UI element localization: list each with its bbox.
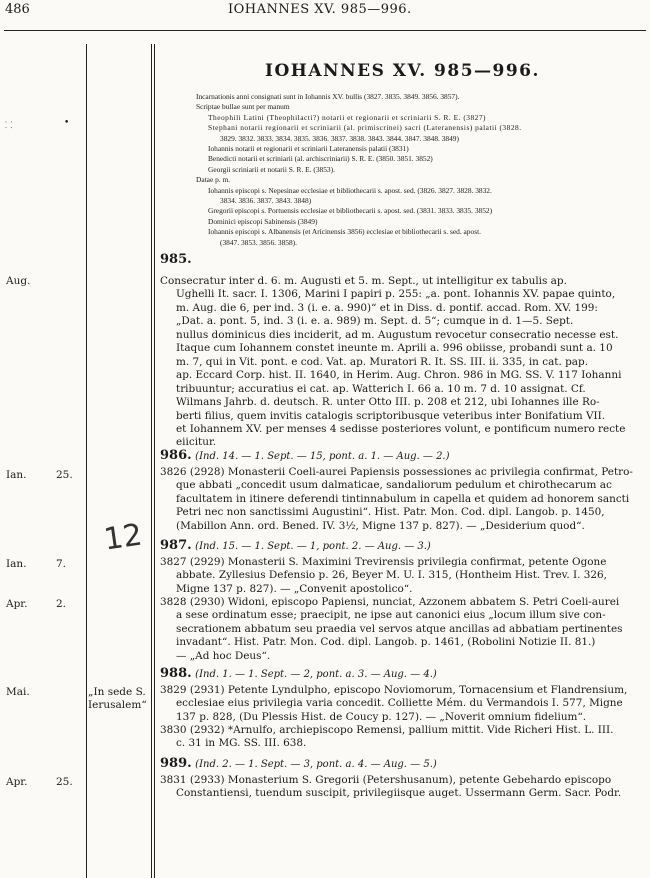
margin-month: Ian. <box>6 558 27 570</box>
chancery-line: Theophili Latini (Theophilacti?) notarii et regionarii et scriniarii S. R. E. (3827) <box>208 112 487 122</box>
chancery-line: Iohannis episcopi s. Nepesinae ecclesiae et bibliothecarii s. apost. sed. (3826. 3827. 3828. 3832. <box>208 185 492 195</box>
place-note <box>88 686 148 712</box>
running-title: IOHANNES XV. 985—996. <box>228 2 412 17</box>
margin-month: Apr. <box>6 776 28 788</box>
chancery-line: Georgii scriniarii et notarii S. R. E. (3853). <box>208 164 335 174</box>
text-line: Ughelli It. sacr. I. 1306, Marini I papiri p. 255: „a. pont. Iohannis XV. papae quinto, <box>176 288 616 301</box>
margin-month: Aug. <box>6 275 31 287</box>
text-line: 3828 (2930) Widoni, episcopo Papiensi, nunciat, Azzonem abbatem S. Petri Coeli-aurei <box>160 596 620 608</box>
year-heading-985: 985. <box>160 252 192 267</box>
text-line: secrationem abbatum seu praedia vel servos atque ancillas ad abbatiam pertinentes <box>176 622 623 635</box>
year-meta: (Ind. 14. — 1. Sept. — 15, pont. a. 1. — Aug. — 2.) <box>195 451 450 462</box>
column-rule-right-inner <box>154 44 155 878</box>
chancery-line: Datae p. m. <box>196 175 231 185</box>
margin-date <box>6 598 66 610</box>
year-number: 989. <box>160 756 192 771</box>
regest-3828 <box>160 596 646 663</box>
text-line: 3826 (2928) Monasterii Coeli-aurei Papiensis possessiones ac privilegia confirmat, Petro- <box>160 466 633 478</box>
chancery-line: (3847. 3853. 3856. 3858). <box>220 237 297 247</box>
chancery-line: 3829. 3832. 3833. 3834. 3835. 3836. 3837. 3838. 3843. 3844. 3847. 3848. 3849) <box>220 133 459 143</box>
margin-date <box>6 686 56 698</box>
text-line: 3830 (2932) *Arnulfo, archiepiscopo Remensi, pallium mittit. Vide Richeri Hist. L. III. <box>160 724 614 736</box>
text-line: Itaque cum Iohannem constet ineunte m. Aprili a. 996 obiisse, probandi sunt a. 10 <box>176 342 613 355</box>
text-line: ecclesiae eius privilegia varia concedit. Colliette Mém. du Vermandois I. 577, Migne <box>176 697 623 710</box>
text-line: invadant“. Hist. Patr. Mon. Cod. dipl. Langob. p. 1461, (Robolini Notizie II. 81.) <box>176 636 596 649</box>
text-line: abbate. Zyllesius Defensio p. 26, Beyer M. U. I. 315, (Hontheim Hist. Trev. I. 326, <box>176 569 607 582</box>
chancery-line: Iohannis notarii et regionarii et scriniarii Lateranensis palatii (3831) <box>208 144 409 154</box>
margin-date <box>6 275 56 287</box>
margin-date <box>6 558 66 570</box>
year-heading-989 <box>160 756 437 771</box>
year-985-text <box>160 275 646 450</box>
text-line: 137 p. 828, (Du Plessis Hist. de Coucy p. 127). — „Noverit omnium fidelium“. <box>176 710 587 723</box>
regest-3829 <box>160 684 646 724</box>
chancery-line: Scriptae bullae sunt per manum <box>196 102 290 112</box>
margin-day: 25. <box>56 776 73 788</box>
page-title: IOHANNES XV. 985—996. <box>265 61 540 81</box>
year-meta: (Ind. 15. — 1. Sept. — 1, pont. 2. — Aug. — 3.) <box>195 541 431 552</box>
text-line: nullus dominicus dies inciderit, ad m. Augustum revocetur consecratio necesse est. <box>176 328 619 341</box>
column-rule-left <box>86 44 87 878</box>
margin-month: Mai. <box>6 686 30 698</box>
text-line: m. Aug. die 6, per ind. 3 (i. e. a. 990)“ et in Diss. d. pontif. accad. Rom. XV. 199: <box>176 301 598 314</box>
regest-3831 <box>160 774 646 801</box>
margin-date <box>6 776 73 788</box>
regest-3830 <box>160 724 646 751</box>
regest-3827 <box>160 556 646 596</box>
margin-month: Apr. <box>6 598 28 610</box>
text-line: 3827 (2929) Monasterii S. Maximini Trevirensis privilegia confirmat, petente Ogone <box>160 556 607 568</box>
chancery-line: Incarnationis anni consignati sunt in Iohannis XV. bullis (3827. 3835. 3849. 3856. 3857). <box>196 92 460 101</box>
margin-day: 7. <box>56 558 67 570</box>
year-meta: (Ind. 2. — 1. Sept. — 3, pont. a. 4. — Aug. — 5.) <box>195 759 437 770</box>
text-line: que abbati „concedit usum dalmaticae, sandaliorum pedulum et chirothecarum ac <box>176 479 612 492</box>
year-number: 986. <box>160 448 192 463</box>
text-line: tribuuntur; accuratius ei cat. ap. Watterich I. 66 a. 10 m. 7 d. 10 assignat. Cf. <box>176 382 586 395</box>
handwritten-annotation: 12 <box>101 517 145 558</box>
text-line: Wilmans Jahrb. d. deutsch. R. unter Otto III. p. 208 et 212, ubi Iohannes ille Ro- <box>176 396 600 409</box>
year-number: 988. <box>160 666 192 681</box>
text-line: 3831 (2933) Monasterium S. Gregorii (Petershusanum), petente Gebehardo episcopo <box>160 774 612 786</box>
text-line: m. 7, qui in Vit. pont. e cod. Vat. ap. Muratori R. It. SS. III. ii. 335, in cat. pap. <box>176 355 589 368</box>
text-line: a sese ordinatum esse; praecipit, ne ipse aut canonici eius „locum illum sive con- <box>176 609 606 622</box>
margin-day: 25. <box>56 469 73 481</box>
chancery-list <box>196 92 646 248</box>
header-rule <box>4 30 646 31</box>
text-line: Petri nec non sanctissimi Augustini“. Hist. Patr. Mon. Cod. dipl. Langob. p. 1450, <box>176 506 605 519</box>
text-line: Constantiensi, tuendum suscipit, privilegiisque auget. Ussermann Germ. Sacr. Podr. <box>176 787 622 800</box>
text-line: — „Ad hoc Deus“. <box>176 649 271 662</box>
year-meta: (Ind. 1. — 1. Sept. — 2, pont. a. 3. — Aug. — 4.) <box>195 669 437 680</box>
text-line: „Dat. a. pont. 5, ind. 3 (i. e. a. 989) m. Sept. d. 5“; cumque in d. 1—5. Sept. <box>176 315 574 328</box>
year-number: 987. <box>160 538 192 553</box>
text-line: c. 31 in MG. SS. III. 638. <box>176 737 307 750</box>
text-line: berti filius, quem invitis catalogis scriptoribusque veteribus inter Bonifatium VII. <box>176 409 606 422</box>
chancery-line: Dominici episcopi Sabinensis (3849) <box>208 216 318 226</box>
column-rule-right <box>151 44 152 878</box>
year-heading-987 <box>160 538 431 553</box>
chancery-line: Gregorii episcopi s. Portuensis ecclesiae et bibliothecarii s. apost. sed. (3831. 3833. 3835. 3852) <box>208 206 493 216</box>
text-line: Migne 137 p. 827). — „Convenit apostolico“. <box>176 582 413 595</box>
place-note-line: „In sede S. <box>88 686 146 698</box>
text-line: (Mabillon Ann. ord. Bened. IV. 3½, Migne 137 p. 827). — „Desiderium quod“. <box>176 519 585 532</box>
text-line: 3829 (2931) Petente Lyndulpho, episcopo Noviomorum, Tornacensium et Flandrensium, <box>160 684 628 696</box>
margin-month: Ian. <box>6 469 27 481</box>
chancery-line: Benedicti notarii et scriniarii (al. archiscriniarii) S. R. E. (3850. 3851. 3852) <box>208 154 433 164</box>
margin-day: 2. <box>56 598 67 610</box>
margin-dot-icon: • <box>64 118 70 128</box>
text-line: et Iohannem XV. per menses 4 sedisse posteriores volunt, e pontificum numero recte <box>176 422 626 435</box>
page-number: 486 <box>5 2 30 17</box>
year-heading-988 <box>160 666 437 681</box>
chancery-line: 3834. 3836. 3837. 3843. 3848) <box>220 196 312 206</box>
text-line: ap. Eccard Corp. hist. II. 1640, in Herim. Aug. Chron. 986 in MG. SS. V. 117 Iohanni <box>176 369 622 382</box>
year-heading-986 <box>160 448 450 463</box>
text-line: eiicitur. <box>176 436 217 449</box>
text-line: facultatem in itinere deferendi tintinnabulum in capella et quidem ad honorem sancti <box>176 492 630 505</box>
margin-date <box>6 469 73 481</box>
chancery-line: Stephani notarii regionarii et scriniarii (al. primiscrinei) sacri (Lateranensis) palatii (3828. <box>208 123 522 133</box>
chancery-line: Iohannis episcopi s. Albanensis (et Aricinensis 3856) ecclesiae et bibliothecarii s. sed. apost. <box>208 227 481 237</box>
margin-speck-icon: ⸬ <box>5 121 13 131</box>
place-note-line: Ierusalem“ <box>88 699 147 711</box>
regest-3826 <box>160 466 646 533</box>
text-line: Consecratur inter d. 6. m. Augusti et 5. m. Sept., ut intelligitur ex tabulis ap. <box>160 275 567 287</box>
